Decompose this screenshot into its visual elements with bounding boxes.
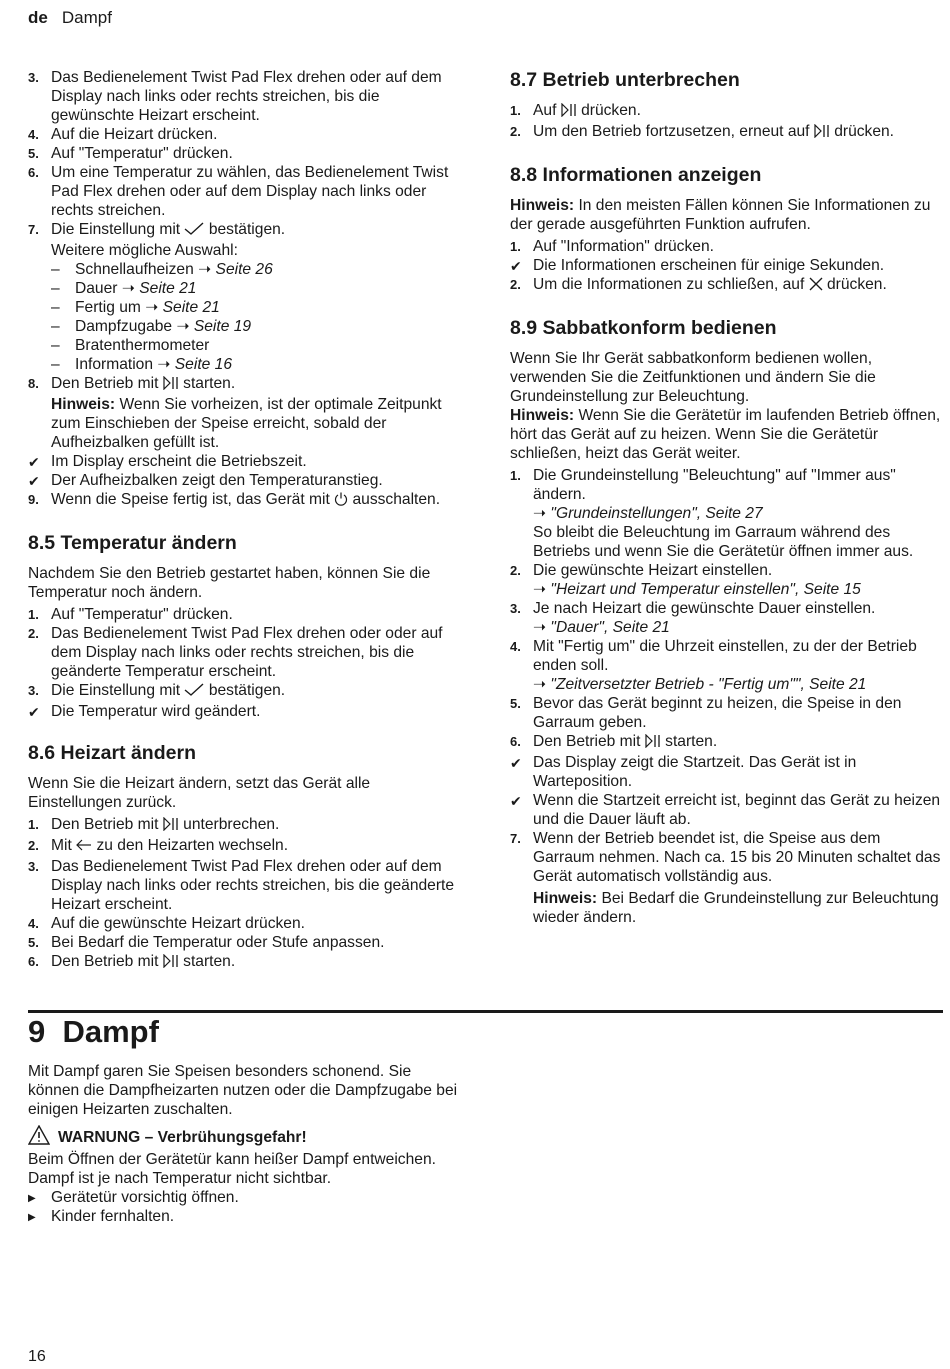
step-text: ausschalten. <box>352 491 441 508</box>
page-number: 16 <box>28 1348 46 1365</box>
section-title: 8.8 Informationen anzeigen <box>510 164 762 186</box>
right-column <box>510 68 942 927</box>
step-text: Je nach Heizart die gewünschte Dauer einstellen. <box>533 600 876 617</box>
option-text: Dampfzugabe <box>75 318 173 335</box>
option-text: Information <box>75 356 154 373</box>
result-text: Die Temperatur wird geändert. <box>51 703 261 720</box>
result-check-icon: ✔ <box>510 755 522 771</box>
start-stop-icon <box>163 376 179 395</box>
result-text: Wenn die Startzeit erreicht ist, beginnt das Gerät zu heizen und die Dauer läuft ab. <box>533 792 941 828</box>
result-check-icon: ✔ <box>28 704 40 720</box>
step-text: starten. <box>183 375 236 392</box>
start-stop-icon <box>814 124 830 143</box>
list-item <box>28 836 458 857</box>
chapter-title: 9 Dampf <box>28 1014 159 1049</box>
step-number: 9. <box>28 492 39 507</box>
step-text: Das Bedienelement Twist Pad Flex drehen oder auf dem Display nach links oder rechts streichen, bis die geänderte Heizart erscheint. <box>51 858 455 913</box>
more-options-label: Weitere mögliche Auswahl: <box>51 242 238 259</box>
list-item <box>510 237 942 256</box>
step-text: Mit <box>51 837 72 854</box>
list-item <box>28 624 458 681</box>
option-item: – Dauer ➝ Seite 21 <box>51 280 197 297</box>
arrow-icon: ➝ <box>198 261 212 278</box>
step-text: Auf <box>533 102 557 119</box>
result-check-icon: ✔ <box>28 454 40 470</box>
list-item <box>510 694 942 732</box>
step-number: 6. <box>28 954 39 969</box>
step-number: 4. <box>510 639 521 654</box>
page-ref: "Dauer", Seite 21 <box>550 619 670 636</box>
arrow-icon: ➝ <box>533 581 547 598</box>
hint <box>510 406 942 463</box>
step-text: starten. <box>665 733 718 750</box>
page-header <box>28 8 112 28</box>
list-item <box>28 952 458 973</box>
step-number: 4. <box>28 127 39 142</box>
check-icon <box>184 683 204 702</box>
result-check-icon: ✔ <box>510 793 522 809</box>
section-intro: Wenn Sie Ihr Gerät sabbatkonform bedienen wollen, verwenden Sie die Zeitfunktionen und ändern Sie die Grundeinstellung zur Beleuchtung. <box>510 350 876 405</box>
step-text: Wenn der Betrieb beendet ist, die Speise aus dem Garraum nehmen. Nach ca. 15 bis 20 Minuten schaltet das Gerät automatisch vollständig aus. <box>533 830 941 885</box>
option-text: Bratenthermometer <box>75 337 210 354</box>
step-number: 5. <box>28 935 39 950</box>
section-intro: Wenn Sie die Heizart ändern, setzt das Gerät alle Einstellungen zurück. <box>28 775 371 811</box>
step-number: 7. <box>510 831 521 846</box>
step-number: 2. <box>510 277 521 292</box>
step-text: Auf die gewünschte Heizart drücken. <box>51 915 305 932</box>
result-item <box>28 471 458 490</box>
step-text: bestätigen. <box>208 221 286 238</box>
left-column <box>28 68 458 973</box>
option-item: – Fertig um ➝ Seite 21 <box>51 299 220 316</box>
section-title: 8.5 Temperatur ändern <box>28 532 237 554</box>
bullet-triangle-icon: ▶ <box>28 1193 36 1204</box>
page-ref: Seite 21 <box>162 299 220 316</box>
start-stop-icon <box>163 954 179 973</box>
warning-title: WARNUNG – Verbrühungsgefahr! <box>58 1129 307 1146</box>
list-item <box>28 163 458 220</box>
step-number: 5. <box>510 696 521 711</box>
result-item <box>510 256 942 275</box>
step-text: Mit "Fertig um" die Uhrzeit einstellen, zu der der Betrieb enden soll. <box>533 638 917 674</box>
hint <box>28 395 458 452</box>
step-number: 3. <box>28 70 39 85</box>
step-text: Den Betrieb mit <box>51 953 159 970</box>
result-text: Das Display zeigt die Startzeit. Das Gerät ist in Warteposition. <box>533 754 857 790</box>
step-text: bestätigen. <box>208 682 286 699</box>
list-item <box>510 466 942 561</box>
step-number: 8. <box>28 376 39 391</box>
list-item <box>510 732 942 753</box>
step-text: Den Betrieb mit <box>51 816 159 833</box>
section-intro: Nachdem Sie den Betrieb gestartet haben, können Sie die Temperatur noch ändern. <box>28 565 431 601</box>
arrow-icon: ➝ <box>121 280 135 297</box>
page-ref: Seite 26 <box>215 261 273 278</box>
list-item <box>28 220 458 241</box>
step-text: Um eine Temperatur zu wählen, das Bedienelement Twist Pad Flex drehen oder auf dem Display nach links oder rechts streichen. <box>51 164 449 219</box>
step-text: Die Einstellung mit <box>51 682 181 699</box>
arrow-icon: ➝ <box>533 505 547 522</box>
page-ref: "Heizart und Temperatur einstellen", Seite 15 <box>550 581 861 598</box>
arrow-icon: ➝ <box>157 356 171 373</box>
hint-text: Wenn Sie die Gerätetür im laufenden Betrieb öffnen, hört das Gerät auf zu heizen. Wenn Sie die Gerätetür schließen, heizt das Gerät weiter. <box>510 407 941 462</box>
header-title: Dampf <box>61 8 112 27</box>
step-number: 2. <box>510 124 521 139</box>
step-number: 6. <box>28 165 39 180</box>
back-arrow-icon <box>76 838 92 857</box>
list-item <box>28 125 458 144</box>
page-ref: "Zeitversetzter Betrieb - "Fertig um"", Seite 21 <box>550 676 867 693</box>
option-item: – Bratenthermometer <box>51 337 210 354</box>
step-text: Die Einstellung mit <box>51 221 181 238</box>
step-number: 1. <box>510 103 521 118</box>
step-text: Den Betrieb mit <box>533 733 641 750</box>
step-extra: So bleibt die Beleuchtung im Garraum während des Betriebs und wenn Sie die Gerätetür öffnen immer aus. <box>533 524 914 560</box>
step-number: 1. <box>28 607 39 622</box>
arrow-icon: ➝ <box>176 318 190 335</box>
step-text: Auf die Heizart drücken. <box>51 126 218 143</box>
result-check-icon: ✔ <box>510 258 522 274</box>
chapter-divider <box>28 1010 943 1013</box>
arrow-icon: ➝ <box>533 619 547 636</box>
page-ref: Seite 21 <box>139 280 197 297</box>
list-item <box>510 101 942 122</box>
step-text: Um den Betrieb fortzusetzen, erneut auf <box>533 123 810 140</box>
step-text: Auf "Information" drücken. <box>533 238 714 255</box>
step-number: 2. <box>510 563 521 578</box>
step-text: drücken. <box>581 102 641 119</box>
list-item <box>28 144 458 163</box>
option-text: Schnellaufheizen <box>75 261 194 278</box>
step-number: 3. <box>510 601 521 616</box>
step-text: Die Grundeinstellung "Beleuchtung" auf "Immer aus" ändern. <box>533 467 896 503</box>
result-check-icon: ✔ <box>28 473 40 489</box>
action-item <box>28 1188 460 1207</box>
list-item <box>510 561 942 599</box>
list-item <box>28 857 458 914</box>
step-text: Auf "Temperatur" drücken. <box>51 145 233 162</box>
page-ref: Seite 19 <box>193 318 252 335</box>
list-item <box>28 374 458 395</box>
hint-text: In den meisten Fällen können Sie Informationen zu der gerade ausgeführten Funktion aufrufen. <box>510 197 931 233</box>
list-item <box>510 829 942 886</box>
result-item <box>510 753 942 791</box>
list-item <box>510 122 942 143</box>
page-ref: "Grundeinstellungen", Seite 27 <box>550 505 763 522</box>
step-text: Auf "Temperatur" drücken. <box>51 606 233 623</box>
action-text: Gerätetür vorsichtig öffnen. <box>51 1189 239 1206</box>
hint-text: Bei Bedarf die Grundeinstellung zur Beleuchtung wieder ändern. <box>533 890 939 926</box>
list-item <box>28 914 458 933</box>
chapter-intro: Mit Dampf garen Sie Speisen besonders schonend. Sie können die Dampfheizarten nutzen oder die Dampfzugabe bei einigen Heizarten zuschalten. <box>28 1063 458 1118</box>
section-title: 8.7 Betrieb unterbrechen <box>510 69 740 91</box>
hint-label: Hinweis: <box>510 197 575 214</box>
step-text: Bei Bedarf die Temperatur oder Stufe anpassen. <box>51 934 385 951</box>
hint <box>510 196 942 234</box>
list-item <box>510 637 942 694</box>
list-item <box>510 275 942 296</box>
step-number: 3. <box>28 683 39 698</box>
section-title: 8.6 Heizart ändern <box>28 742 196 764</box>
hint-label: Hinweis: <box>51 396 116 413</box>
step-number: 1. <box>510 239 521 254</box>
hint-label: Hinweis: <box>510 407 575 424</box>
step-text: unterbrechen. <box>183 816 280 833</box>
step-text: Das Bedienelement Twist Pad Flex drehen oder oder auf dem Display nach links oder rechts streichen, bis die geänderte Temperatur erscheint. <box>51 625 443 680</box>
step-number: 5. <box>28 146 39 161</box>
page-ref: Seite 16 <box>174 356 233 373</box>
list-item <box>510 599 942 637</box>
step-text: Das Bedienelement Twist Pad Flex drehen oder auf dem Display nach links oder rechts streichen, bis die gewünschte Heizart erscheint. <box>51 69 442 124</box>
close-icon <box>809 277 823 296</box>
hint <box>510 889 942 927</box>
step-text: drücken. <box>834 123 895 140</box>
arrow-icon: ➝ <box>145 299 159 316</box>
step-text: zu den Heizarten wechseln. <box>96 837 289 854</box>
list-item <box>28 605 458 624</box>
list-item <box>28 490 458 511</box>
power-icon <box>334 492 348 511</box>
step-number: 7. <box>28 222 39 237</box>
step-number: 3. <box>28 859 39 874</box>
step-text: Den Betrieb mit <box>51 375 159 392</box>
step-number: 4. <box>28 916 39 931</box>
chapter-body <box>28 1062 460 1226</box>
step-text: Die gewünschte Heizart einstellen. <box>533 562 773 579</box>
result-text: Die Informationen erscheinen für einige Sekunden. <box>533 257 885 274</box>
result-item <box>28 452 458 471</box>
action-item <box>28 1207 460 1226</box>
step-number: 1. <box>28 817 39 832</box>
hint-label: Hinweis: <box>533 890 598 907</box>
start-stop-icon <box>561 103 577 122</box>
step-text: Wenn die Speise fertig ist, das Gerät mit <box>51 491 330 508</box>
list-item <box>28 815 458 836</box>
step-text: Um die Informationen zu schließen, auf <box>533 276 805 293</box>
step-number: 2. <box>28 626 39 641</box>
warning-text: Beim Öffnen der Gerätetür kann heißer Dampf entweichen. Dampf ist je nach Temperatur nicht sichtbar. <box>28 1151 436 1187</box>
step-number: 1. <box>510 468 521 483</box>
bullet-triangle-icon: ▶ <box>28 1212 36 1223</box>
start-stop-icon <box>645 734 661 753</box>
option-item: – Information ➝ Seite 16 <box>51 356 233 373</box>
warning-heading <box>28 1125 460 1150</box>
hint-text: Wenn Sie vorheizen, ist der optimale Zeitpunkt zum Einschieben der Speise erreicht, sobald der Aufheizbalken gefüllt ist. <box>51 396 442 451</box>
start-stop-icon <box>163 817 179 836</box>
section-title: 8.9 Sabbatkonform bedienen <box>510 317 777 339</box>
warning-triangle-icon <box>28 1125 50 1150</box>
list-item <box>28 681 458 702</box>
arrow-icon: ➝ <box>533 676 547 693</box>
option-item: – Dampfzugabe ➝ Seite 19 <box>51 318 252 335</box>
step-number: 6. <box>510 734 521 749</box>
list-item <box>28 933 458 952</box>
step-number: 2. <box>28 838 39 853</box>
option-text: Dauer <box>75 280 118 297</box>
option-text: Fertig um <box>75 299 141 316</box>
step-text: starten. <box>183 953 236 970</box>
option-item: – Schnellaufheizen ➝ Seite 26 <box>51 261 273 278</box>
step-text: drücken. <box>826 276 887 293</box>
result-item <box>510 791 942 829</box>
result-text: Der Aufheizbalken zeigt den Temperaturanstieg. <box>51 472 383 489</box>
check-icon <box>184 222 204 241</box>
list-item <box>28 68 458 125</box>
language-code: de <box>28 8 48 27</box>
step-text: Bevor das Gerät beginnt zu heizen, die Speise in den Garraum geben. <box>533 695 902 731</box>
result-text: Im Display erscheint die Betriebszeit. <box>51 453 307 470</box>
action-text: Kinder fernhalten. <box>51 1208 175 1225</box>
result-item <box>28 702 458 721</box>
